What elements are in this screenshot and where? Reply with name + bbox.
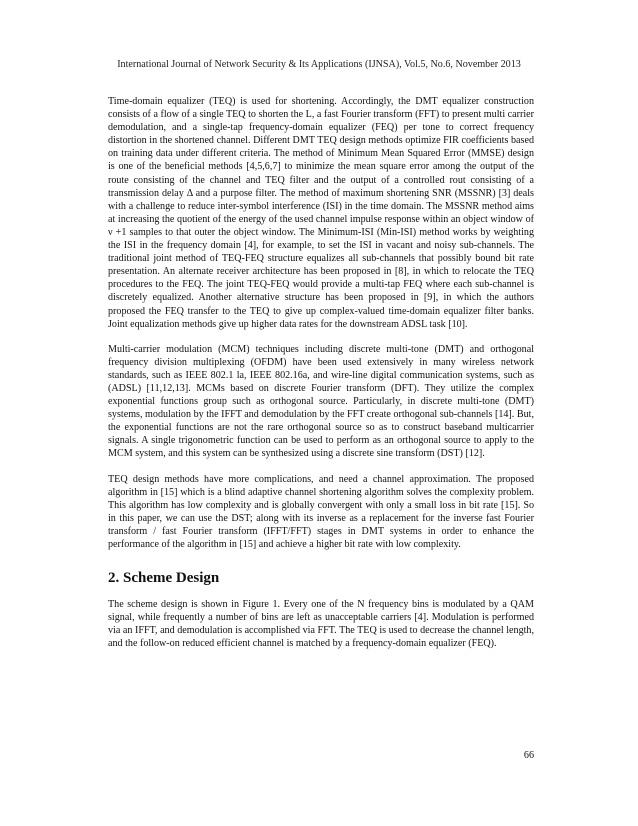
paragraph-mcm: Multi-carrier modulation (MCM) techniques including discrete multi-tone (DMT) and orthogonal frequency division multiplexing (OFDM) have been used extensively in many wireless network standards, such as IEEE 802.1 la, IEEE 802.16a, and wire-line digital communication systems, such as (ADSL) [11,12,13]. MCMs based on discrete Fourier transform (DFT). They utilize the complex exponential functions group such as orthogonal source. Particularly, in discrete multi-tone (DMT) systems, modulation by the IFFT and demodulation by the FFT create orthogonal sub-channels [14]. But, the exponential functions are not the rare orthogonal source so as to construct baseband multicarrier signals. A single trigonometric function can be used to perform as an orthogonal source to apply to the MCM system, and this system can be synthesized using a discrete sine transform (DST) [12]. <box>108 343 534 460</box>
body-text <box>108 95 534 650</box>
paragraph-teq-design: TEQ design methods have more complications, and need a channel approximation. The proposed algorithm in [15] which is a blind adaptive channel shortening algorithm solves the complexity problem. This algorithm has low complexity and is globally convergent with only a small loss in bit rate [15]. So in this paper, we can use the DST; along with its inverse as a replacement for the inverse fast Fourier transform / fast Fourier transform (IFFT/FFT) stages in DMT systems in order to enhance the performance of the algorithm in [15] and achieve a higher bit rate with low complexity. <box>108 473 534 550</box>
running-header: International Journal of Network Security & Its Applications (IJNSA), Vol.5, No.6, November 2013 <box>117 59 521 70</box>
page-number: 66 <box>523 750 534 761</box>
section-heading: 2. Scheme Design <box>108 570 220 587</box>
paragraph-scheme-design: The scheme design is shown in Figure 1. Every one of the N frequency bins is modulated by a QAM signal, while frequently a number of bins are left as unacceptable carriers [4]. Modulation is performed via an IFFT, and demodulation is accomplished via FFT. The TEQ is used to decrease the channel length, and the follow-on reduced efficient channel is matched by a frequency-domain equalizer (FEQ). <box>108 599 534 650</box>
paragraph-teq-overview: Time-domain equalizer (TEQ) is used for shortening. Accordingly, the DMT equalizer construction consists of a flow of a single TEQ to shorten the L, a fast Fourier transform (FFT) to present multi carrier demodulation, and a single-tap frequency-domain equalizer (FEQ) per tone to correct frequency distortion in the shortened channel. Different DMT TEQ design methods optimize FIR coefficients based on training data under different criteria. The method of Minimum Mean Squared Error (MMSE) design is one of the beneficial methods [4,5,6,7] to minimize the mean square error among the output of the route consisting of the channel and TEQ filter and the output of a controlled rout consisting of a transmission delay Δ and a purpose filter. The method of maximum shortening SNR (MSSNR) [3] deals with a challenge to reduce inter-symbol interference (ISI) in the time domain. The MSSNR method aims at increasing the quotient of the energy of the used channel impulse response within an object window of ν +1 samples to that outer the object window. The Minimum-ISI (Min-ISI) method works by weighting the ISI in the frequency domain [4], for example, to set the ISI in vacant and noisy sub-channels. The traditional joint method of TEQ-FEQ structure equalizes all sub-channels that possibly bound bit rate presentation. An alternate receiver architecture has been proposed in [8], in which to relocate the TEQ procedures to the FEQ. The joint TEQ-FEQ would provide a multi-tap FEQ where each sub-channel is discretely equalized. Another alternative structure has been proposed in [9], in which the authors proposed the FEQ transfer to the TEQ to give up complex-valued time-domain equalizer filter banks. Joint equalization methods give up higher data rates for the downstream ADSL task [10]. <box>108 96 534 330</box>
